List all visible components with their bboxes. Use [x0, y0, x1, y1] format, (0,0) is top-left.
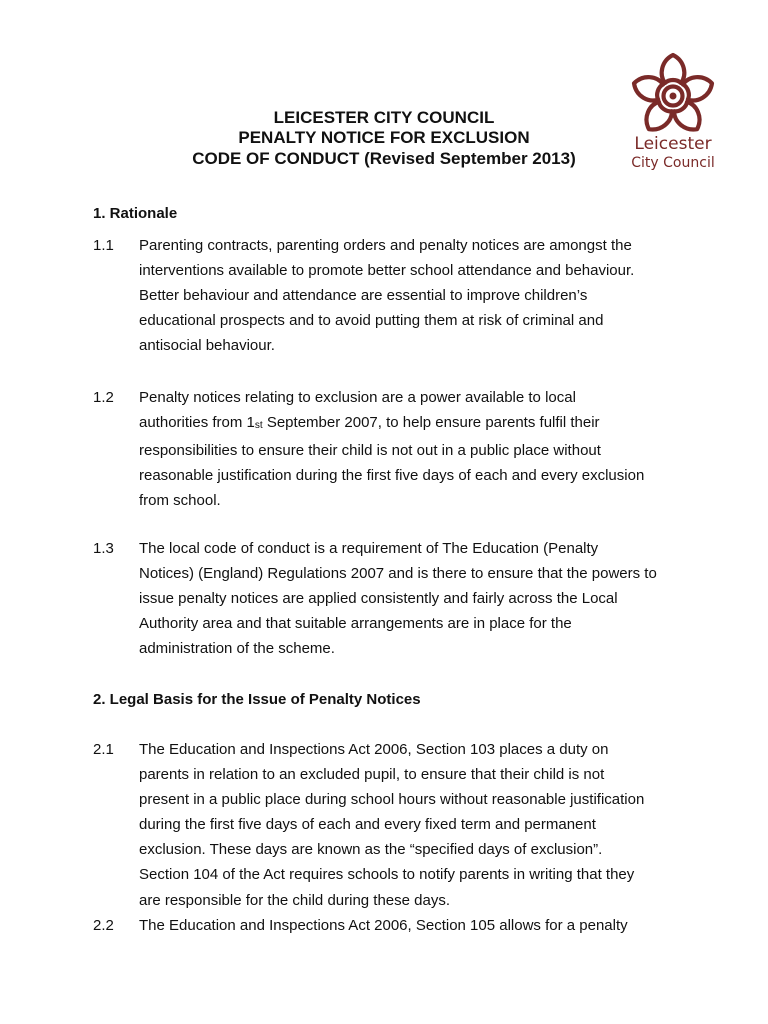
- text-line: The local code of conduct is a requirement of The Education (Penalty: [139, 540, 599, 557]
- text-line: Better behaviour and attendance are essential to improve children’s: [139, 287, 588, 305]
- document-title-line-1: LEICESTER CITY COUNCIL: [273, 108, 495, 127]
- text-line: administration of the scheme.: [139, 640, 335, 658]
- text-line: are responsible for the child during these days.: [139, 891, 451, 909]
- text-line: Parenting contracts, parenting orders and penalty notices are amongst the: [139, 237, 632, 254]
- text-line: Section 104 of the Act requires schools to notify parents in writing that they: [139, 866, 635, 884]
- text-line: educational prospects and to avoid putting them at risk of criminal and: [139, 312, 604, 330]
- paragraph-1-2: [139, 385, 699, 513]
- paragraph-2-1: [139, 737, 699, 913]
- text-line: exclusion. These days are known as the “specified days of exclusion”.: [139, 841, 603, 859]
- text-line: during the first five days of each and every fixed term and permanent: [139, 816, 596, 834]
- paragraph-number: 1.1: [93, 237, 114, 254]
- text-line: responsibilities to ensure their child is not out in a public place without: [139, 442, 601, 460]
- paragraph-1-1: [139, 233, 699, 358]
- text-line: present in a public place during school hours without reasonable justification: [139, 791, 645, 809]
- ordinal-suffix: st: [254, 420, 263, 432]
- section-heading-legal-basis: 2. Legal Basis for the Issue of Penalty Notices: [93, 691, 421, 708]
- paragraph-number: 1.2: [93, 389, 114, 406]
- paragraph-number: 2.2: [93, 917, 114, 934]
- logo-text-line-1: Leicester: [634, 134, 712, 154]
- text-line: issue penalty notices are applied consistently and fairly across the Local: [139, 590, 618, 608]
- text-line: parents in relation to an excluded pupil, to ensure that their child is not: [139, 766, 605, 784]
- section-heading-rationale: 1. Rationale: [93, 205, 178, 222]
- text-line: The Education and Inspections Act 2006, Section 103 places a duty on: [139, 741, 609, 758]
- text-line: The Education and Inspections Act 2006, Section 105 allows for a penalty: [139, 917, 628, 934]
- logo-text-line-2: City Council: [631, 155, 715, 171]
- text-line-with-ordinal: authorities from 1st September 2007, to help ensure parents fulfil their: [139, 414, 600, 432]
- text-line: Notices) (England) Regulations 2007 and is there to ensure that the powers to: [139, 565, 657, 583]
- document-title-line-2: PENALTY NOTICE FOR EXCLUSION: [238, 128, 530, 147]
- paragraph-number: 1.3: [93, 540, 114, 557]
- text-line: antisocial behaviour.: [139, 337, 275, 355]
- text-line: interventions available to promote better school attendance and behaviour.: [139, 262, 635, 280]
- text-line: reasonable justification during the first five days of each and every exclusion: [139, 467, 645, 485]
- text-line: Authority area and that suitable arrangements are in place for the: [139, 615, 572, 633]
- paragraph-number: 2.1: [93, 741, 114, 758]
- text-line: Penalty notices relating to exclusion are a power available to local: [139, 389, 576, 406]
- document-title-line-3: CODE OF CONDUCT (Revised September 2013): [192, 149, 576, 168]
- text-line: from school.: [139, 492, 221, 510]
- paragraph-2-2: [139, 913, 699, 938]
- paragraph-1-3: [139, 536, 699, 661]
